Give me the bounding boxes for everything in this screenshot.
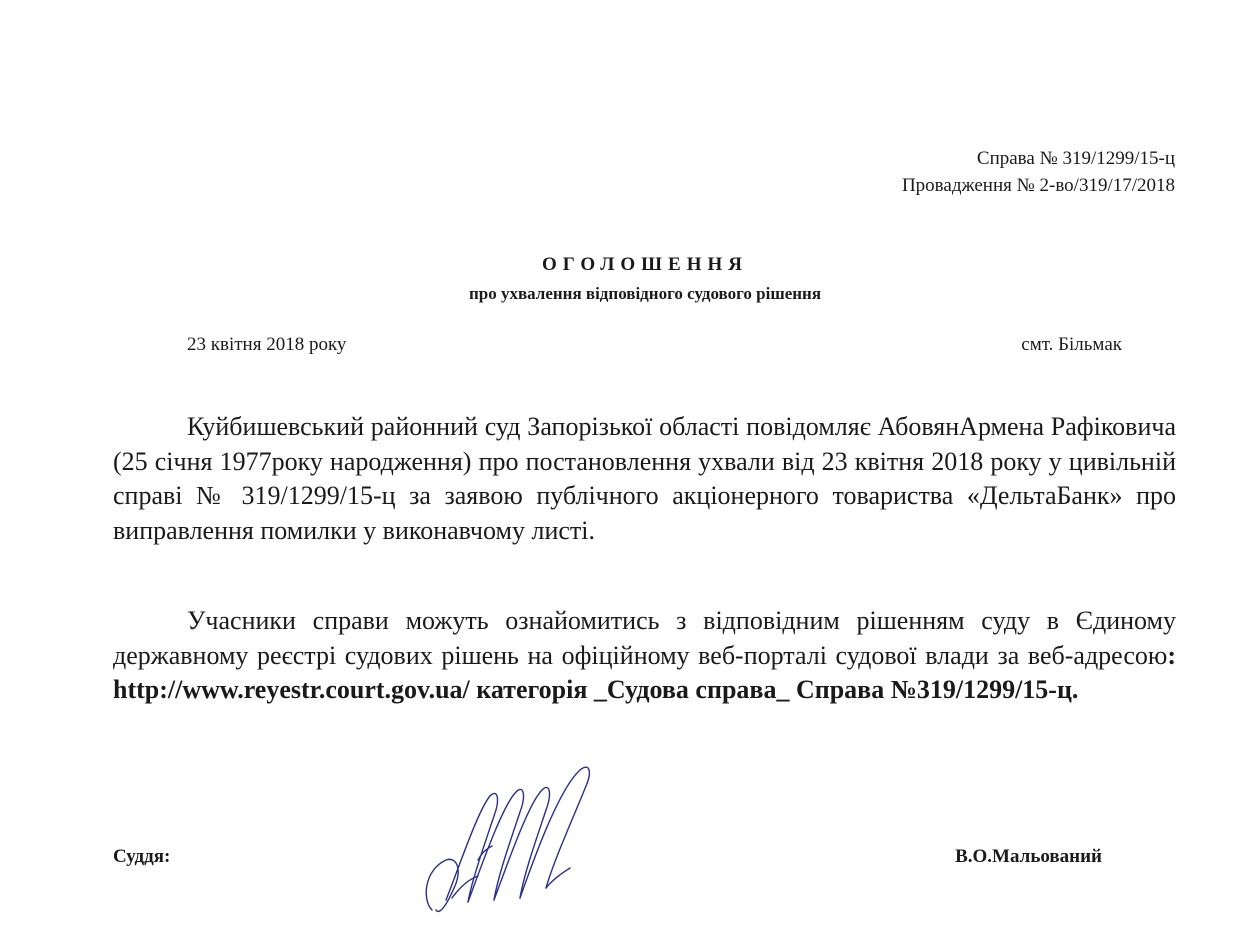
document-place: смт. Більмак xyxy=(1021,334,1122,355)
judge-name: В.О.Мальований xyxy=(955,846,1102,867)
proceeding-number: Провадження № 2-во/319/17/2018 xyxy=(901,175,1175,196)
announcement-title: ОГОЛОШЕННЯ xyxy=(542,254,748,275)
case-number: Справа № 319/1299/15-ц xyxy=(976,148,1175,169)
notice-paragraph-1: Куйбишевський районний суд Запорізької області повідомляє АбовянАрмена Рафіковича (25 січня 1977року народження) про постановлення ухвали від 23 квітня 2018 року у цивільній справі № 319/1299/15-ц за заявою публічного акціонерного товариства «ДельтаБанк» про виправлення помилки у виконавчому листі. xyxy=(113,412,1176,545)
judge-signature xyxy=(418,760,598,920)
judge-label: Суддя: xyxy=(113,846,171,867)
notice-paragraph-2 xyxy=(113,604,1176,708)
registry-link-reference: : http://www.reyestr.court.gov.ua/ категорія _Судова справа_ Справа №319/1299/15-ц. xyxy=(113,640,1176,704)
announcement-subtitle: про ухвалення відповідного судового рішення xyxy=(468,284,822,303)
notice-paragraph-2-text: Учасники справи можуть ознайомитись з відповідним рішенням суду в Єдиному державному реєстрі судових рішень на офіційному веб-порталі судової влади за веб-адресою xyxy=(113,606,1176,670)
document-date: 23 квітня 2018 року xyxy=(187,334,347,355)
